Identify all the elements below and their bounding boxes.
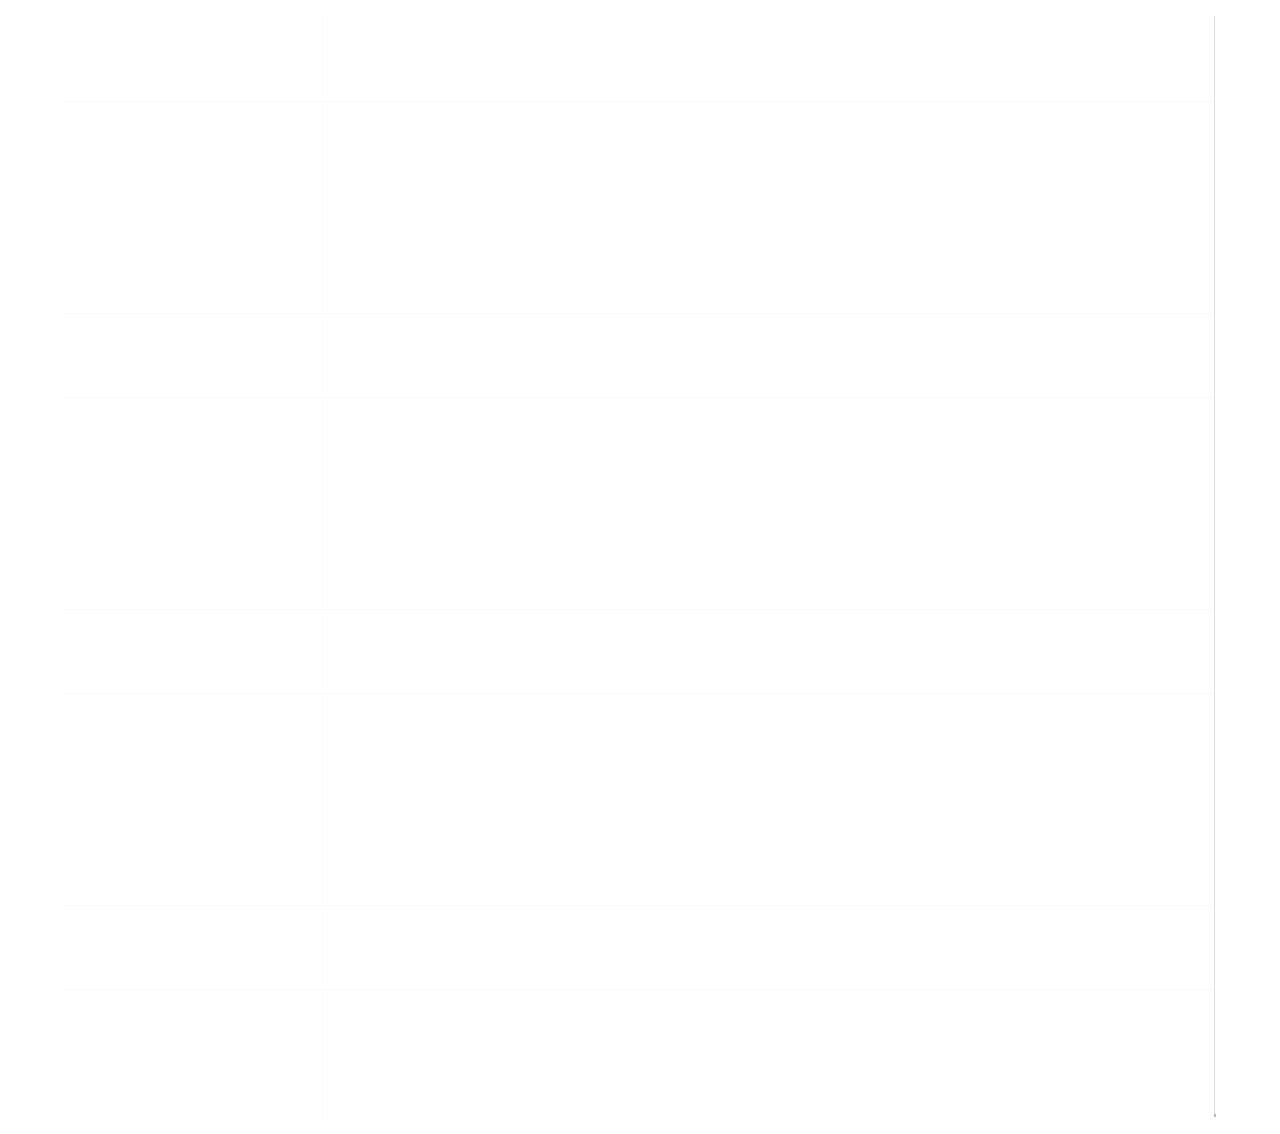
row-divider [64, 397, 1214, 398]
scrollbar-thumb[interactable] [1214, 1114, 1216, 1117]
row-divider [64, 101, 1214, 102]
row-divider [64, 313, 1214, 314]
column-divider [322, 16, 323, 1120]
vertical-scrollbar[interactable] [1214, 16, 1216, 1120]
row-divider [64, 693, 1214, 694]
row-divider [64, 989, 1214, 990]
row-divider [64, 609, 1214, 610]
row-divider [64, 905, 1214, 906]
empty-table-grid [64, 16, 1214, 1120]
scrollbar-track[interactable] [1214, 16, 1215, 1116]
